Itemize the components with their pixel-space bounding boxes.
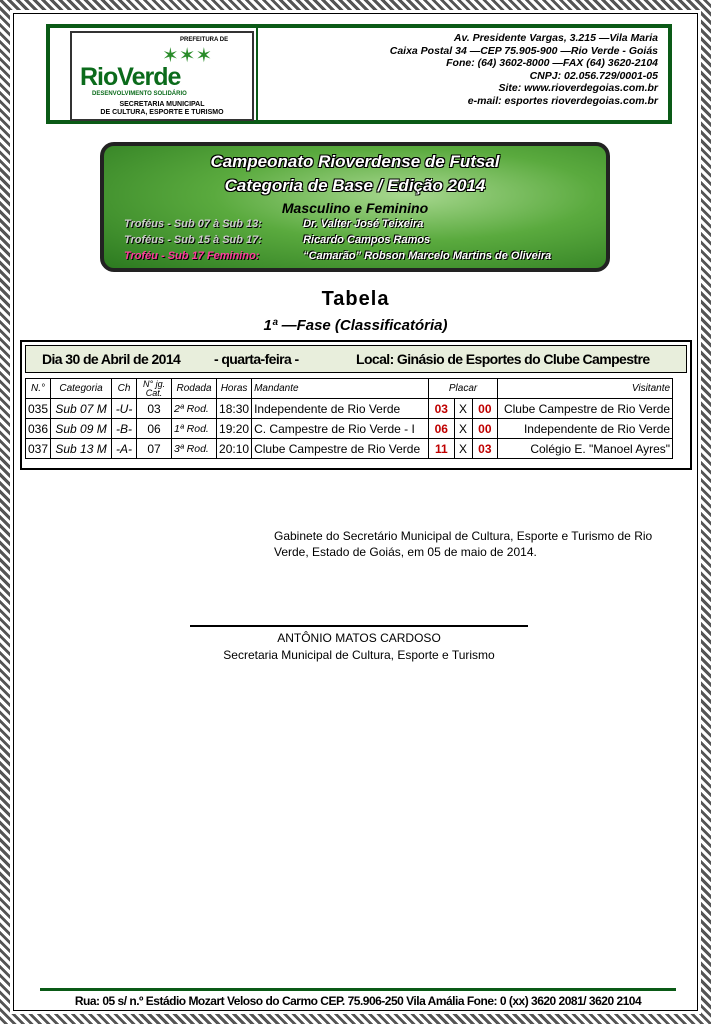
header-num: N.°	[26, 379, 51, 399]
trophy-label: Troféus - Sub 15 à Sub 17:	[124, 234, 262, 246]
email-line: e-mail: esportes rioverdegoias.com.br	[467, 94, 658, 107]
cell-visitante: Independente de Rio Verde	[498, 419, 673, 439]
signature-line	[190, 625, 528, 627]
games-table-wrapper	[20, 340, 692, 470]
game-date: Dia 30 de Abril de 2014	[42, 351, 181, 367]
cell-score-away: 00	[472, 419, 497, 439]
logo-secretaria-line2: DE CULTURA, ESPORTE E TURISMO	[100, 109, 224, 116]
cell-mandante: C. Campestre de Rio Verde - I	[252, 419, 429, 439]
banner-title: Campeonato Rioverdense de Futsal	[210, 152, 500, 171]
cell-score-x: X	[454, 399, 472, 419]
address-line: Caixa Postal 34 —CEP 75.905-900 —Rio Verde - Goiás	[389, 44, 658, 57]
cell-njg: 07	[137, 439, 172, 459]
trophy-label: Troféu - Sub 17 Feminino:	[124, 250, 260, 262]
address-line: Av. Presidente Vargas, 3.215 —Vila Maria	[453, 32, 658, 44]
address-block	[390, 32, 658, 107]
banner-subtitle: Categoria de Base / Edição 2014	[224, 176, 486, 195]
cell-score-away: 00	[472, 399, 497, 419]
cell-mandante: Independente de Rio Verde	[252, 399, 429, 419]
header-visitante: Visitante	[498, 379, 673, 399]
cell-score-away: 03	[472, 439, 497, 459]
game-weekday: - quarta-feira -	[214, 351, 299, 367]
banner-category: Masculino e Feminino	[281, 200, 429, 216]
cell-score-home: 06	[429, 419, 454, 439]
cell-hora: 19:20	[217, 419, 252, 439]
trophy-value: “Camarão” Robson Marcelo Martins de Oliveira	[303, 250, 552, 262]
cell-num: 035	[26, 399, 51, 419]
header-njg: N° jg. Cat.	[137, 379, 172, 399]
cell-hora: 20:10	[217, 439, 252, 459]
table-header-row	[26, 379, 673, 399]
games-table	[25, 378, 673, 459]
cell-visitante: Colégio E. "Manoel Ayres"	[498, 439, 673, 459]
signer-role: Secretaria Municipal de Cultura, Esporte e Turismo	[223, 648, 495, 662]
site-line: Site: www.rioverdegoias.com.br	[498, 82, 658, 94]
header-mandante: Mandante	[252, 379, 429, 399]
logo-secretaria-line1: SECRETARIA MUNICIPAL	[119, 101, 205, 108]
cell-rodada: 3ª Rod.	[172, 439, 217, 459]
table-row	[26, 439, 673, 459]
game-location: Local: Ginásio de Esportes do Clube Campestre	[356, 351, 650, 367]
table-row	[26, 419, 673, 439]
phase-title: 1ª —Fase (Classificatória)	[263, 317, 448, 334]
logo-name: RioVerde	[80, 63, 181, 91]
cell-num: 036	[26, 419, 51, 439]
logo-tagline: DESENVOLVIMENTO SOLIDÁRIO	[92, 91, 187, 97]
header-placar: Placar	[429, 379, 498, 399]
cell-categoria: Sub 07 M	[51, 399, 112, 419]
footer-address: Rua: 05 s/ n.º Estádio Mozart Veloso do Carmo CEP. 75.906-250 Vila Amália Fone: 0 (xx) 3620 2081/ 3620 2104	[74, 994, 642, 1008]
cell-score-home: 11	[429, 439, 454, 459]
letterhead	[46, 24, 672, 124]
rio-verde-logo	[70, 31, 254, 121]
trophy-row	[124, 234, 430, 246]
phone-line: Fone: (64) 3602-8000 —FAX (64) 3620-2104	[446, 57, 658, 69]
cell-rodada: 1ª Rod.	[172, 419, 217, 439]
cell-ch: -A-	[112, 439, 137, 459]
cell-njg: 03	[137, 399, 172, 419]
cell-ch: -U-	[112, 399, 137, 419]
trophy-label: Troféus - Sub 07 à Sub 13:	[124, 218, 262, 230]
cell-score-x: X	[454, 439, 472, 459]
page-title: Tabela	[321, 288, 390, 310]
cell-hora: 18:30	[217, 399, 252, 419]
header-horas: Horas	[217, 379, 252, 399]
cell-mandante: Clube Campestre de Rio Verde	[252, 439, 429, 459]
cell-rodada: 2ª Rod.	[172, 399, 217, 419]
logo-figures-icon: ✶✶✶	[162, 45, 213, 67]
trophy-row	[124, 218, 423, 230]
cell-score-home: 03	[429, 399, 454, 419]
cell-categoria: Sub 09 M	[51, 419, 112, 439]
cell-visitante: Clube Campestre de Rio Verde	[498, 399, 673, 419]
signer-name: ANTÔNIO MATOS CARDOSO	[277, 631, 441, 645]
table-row	[26, 399, 673, 419]
signature-text: Gabinete do Secretário Municipal de Cultura, Esporte e Turismo de Rio Verde, Estado de Goiás, em 05 de maio de 2014.	[274, 529, 653, 559]
cell-categoria: Sub 13 M	[51, 439, 112, 459]
header-rodada: Rodada	[172, 379, 217, 399]
header-divider	[256, 28, 258, 120]
logo-secretaria	[72, 101, 252, 117]
trophy-value: Ricardo Campos Ramos	[303, 234, 431, 246]
championship-banner	[100, 142, 610, 272]
trophy-value: Dr. Valter José Teixeira	[303, 218, 424, 230]
footer-divider	[40, 988, 676, 991]
cnpj-line: CNPJ: 02.056.729/0001-05	[529, 69, 658, 82]
cell-njg: 06	[137, 419, 172, 439]
header-ch: Ch	[112, 379, 137, 399]
cell-score-x: X	[454, 419, 472, 439]
header-categoria: Categoria	[51, 379, 112, 399]
trophy-row	[124, 250, 551, 262]
logo-prefeitura: PREFEITURA DE	[180, 37, 229, 43]
date-row	[25, 345, 687, 373]
cell-ch: -B-	[112, 419, 137, 439]
cell-num: 037	[26, 439, 51, 459]
